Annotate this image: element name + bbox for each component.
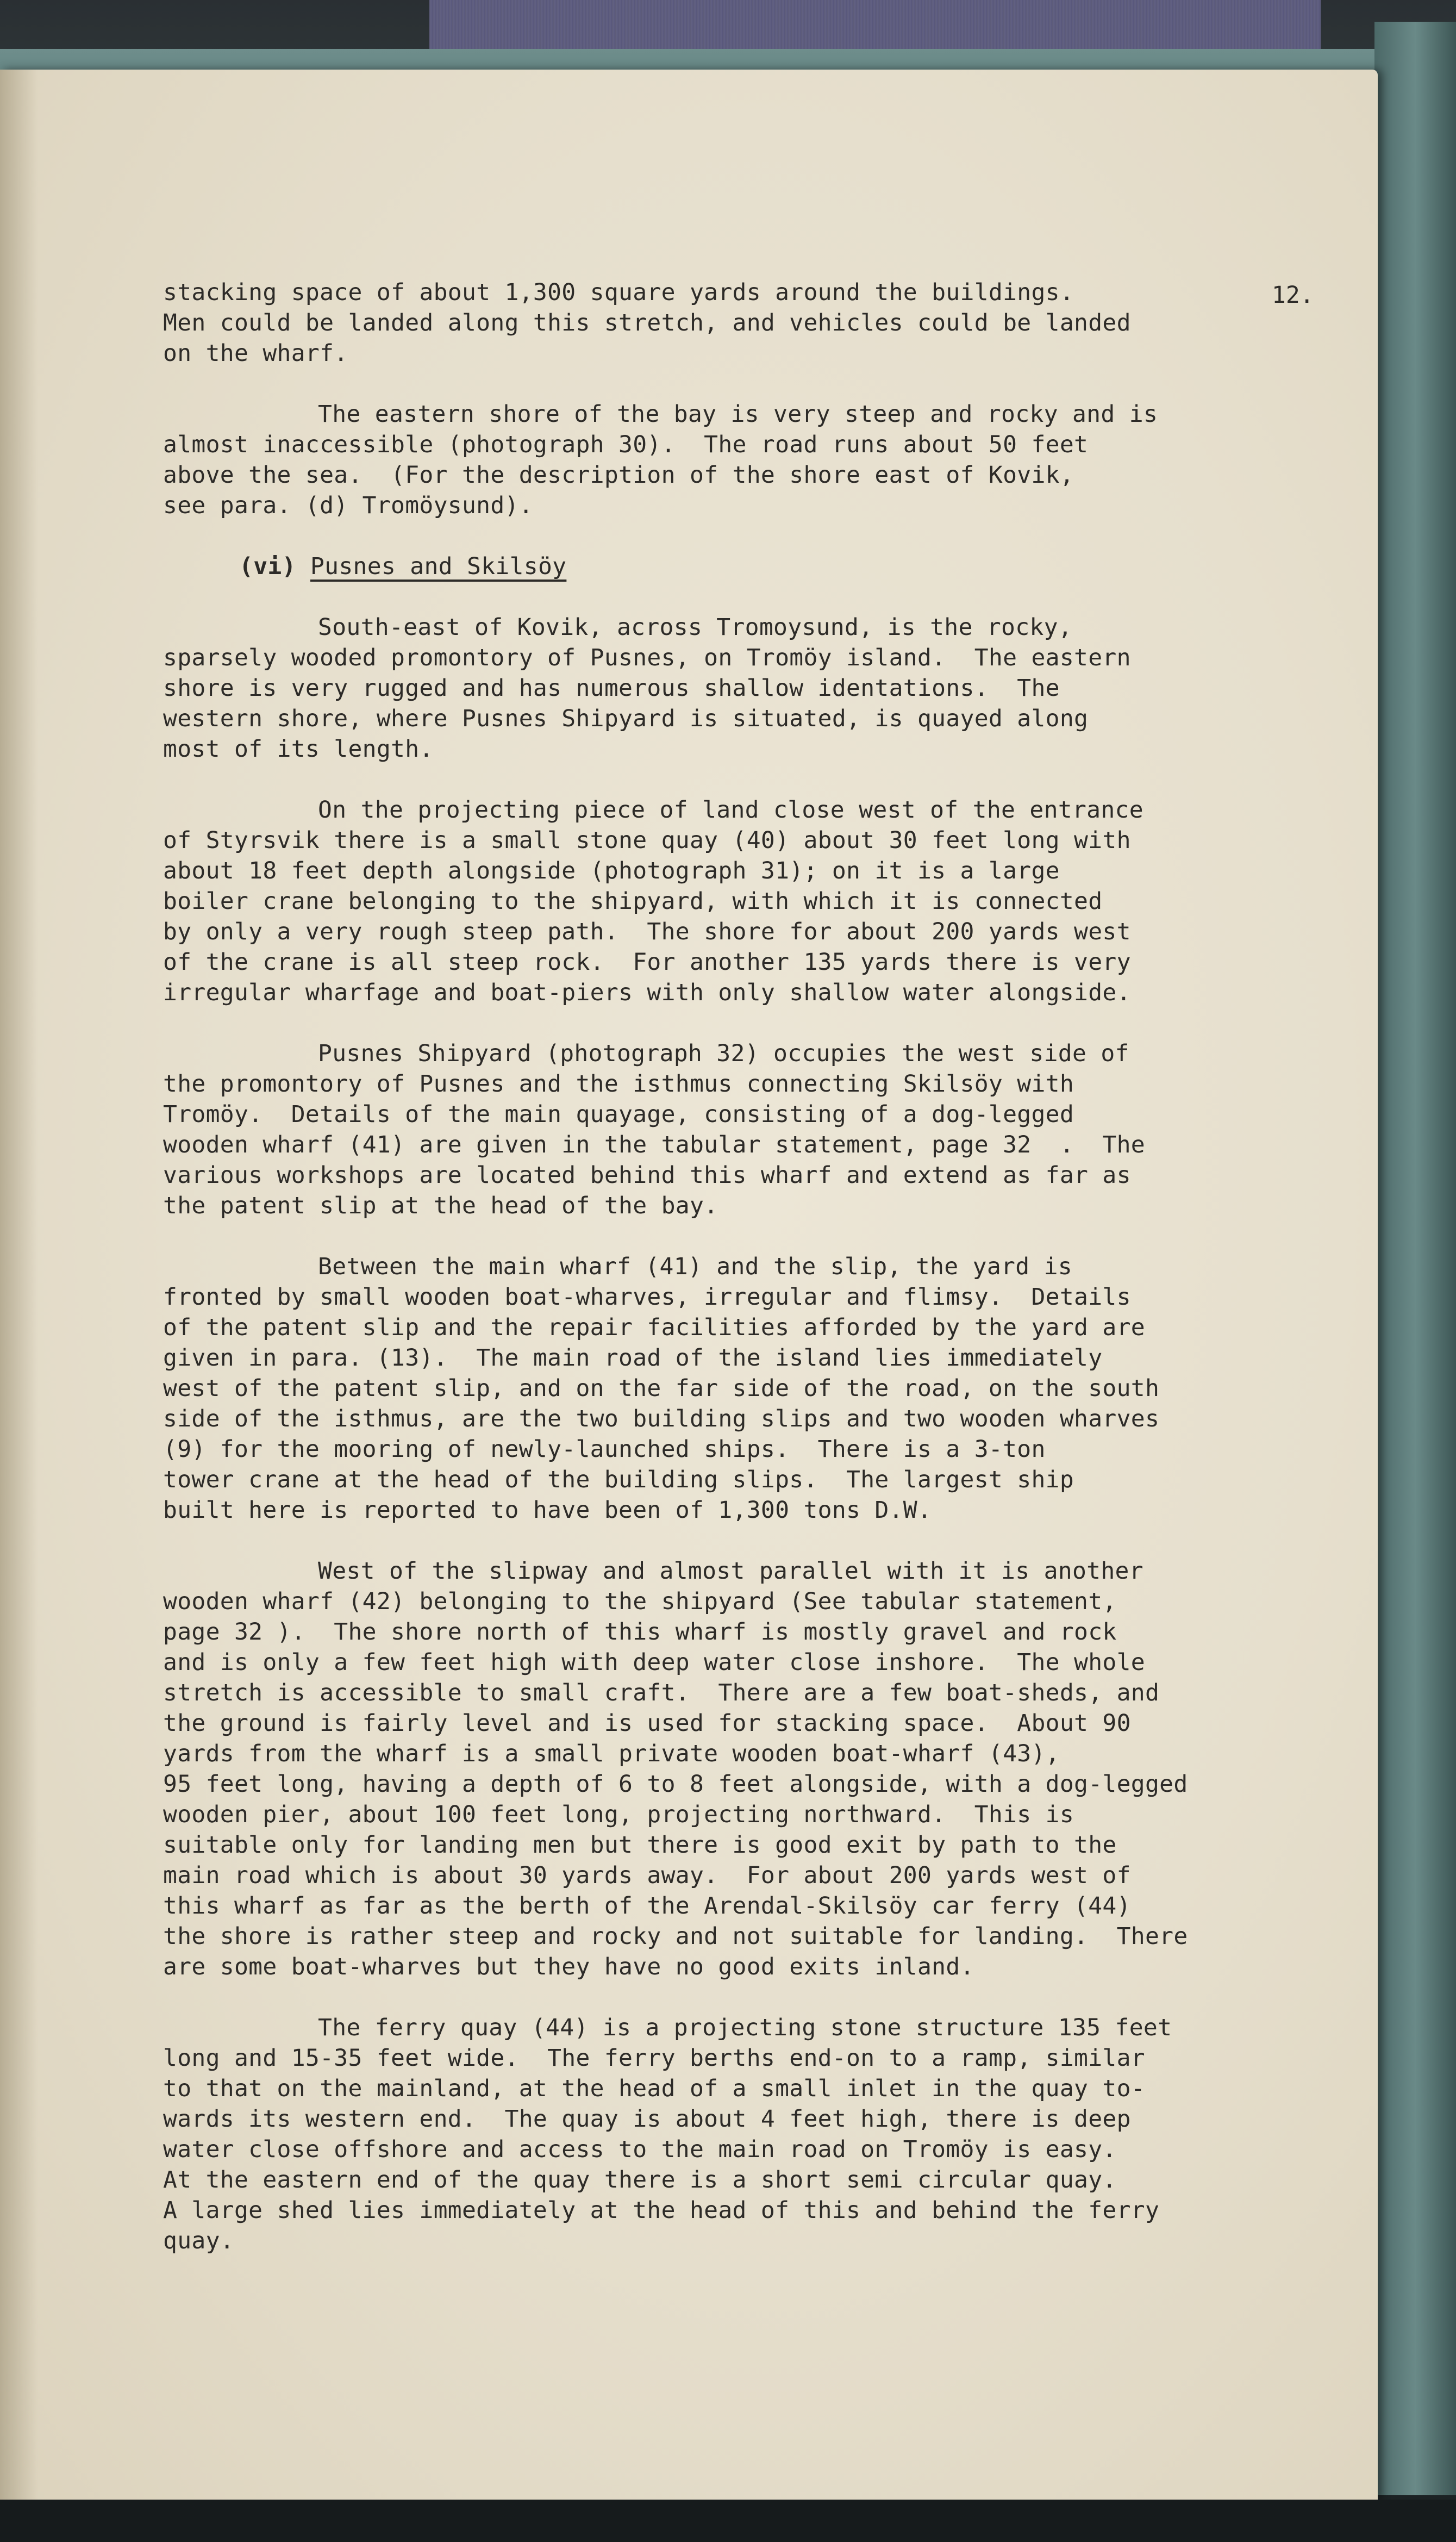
text-line: wards its western end. The quay is about 4 feet high, there is deep: [163, 2105, 1131, 2133]
text-line: 95 feet long, having a depth of 6 to 8 feet alongside, with a dog-legged: [163, 1771, 1188, 1798]
text-line: to that on the mainland, at the head of a small inlet in the quay to-: [163, 2075, 1145, 2102]
text-line: most of its length.: [163, 736, 434, 763]
paragraph: [163, 1038, 1304, 1221]
section-paragraphs: [163, 612, 1304, 2256]
text-line: stretch is accessible to small craft. There are a few boat-sheds, and: [163, 1679, 1160, 1706]
paragraph: [163, 1556, 1304, 1982]
text-line: about 18 feet depth alongside (photograph 31); on it is a large: [163, 857, 1060, 884]
page-number: 12.: [1272, 282, 1314, 309]
text-line: of the crane is all steep rock. For another 135 yards there is very: [163, 949, 1131, 976]
text-line: Tromöy. Details of the main quayage, consisting of a dog-legged: [163, 1101, 1074, 1128]
text-line: the patent slip at the head of the bay.: [163, 1192, 718, 1219]
section-title: Pusnes and Skilsöy: [310, 553, 567, 580]
document-body: [163, 277, 1304, 2286]
text-line: by only a very rough steep path. The shore for about 200 yards west: [163, 918, 1131, 945]
text-line: built here is reported to have been of 1,300 tons D.W.: [163, 1497, 932, 1524]
text-line: long and 15-35 feet wide. The ferry berths end-on to a ramp, similar: [163, 2045, 1145, 2072]
text-line: South-east of Kovik, across Tromoysund, is the rocky,: [318, 614, 1072, 641]
scan-background-bottom: [0, 2500, 1456, 2542]
text-line: yards from the wharf is a small private wooden boat-wharf (43),: [163, 1740, 1060, 1767]
paragraph: [163, 399, 1304, 521]
text-line: irregular wharfage and boat-piers with only shallow water alongside.: [163, 979, 1131, 1006]
text-line: the ground is fairly level and is used for stacking space. About 90: [163, 1710, 1131, 1737]
text-line: Men could be landed along this stretch, and vehicles could be landed: [163, 309, 1131, 337]
paragraph: [163, 612, 1304, 764]
text-line: stacking space of about 1,300 square yards around the buildings.: [163, 279, 1074, 306]
text-line: of Styrsvik there is a small stone quay (40) about 30 feet long with: [163, 827, 1131, 854]
text-line: sparsely wooded promontory of Pusnes, on Tromöy island. The eastern: [163, 644, 1131, 671]
text-line: West of the slipway and almost parallel with it is another: [318, 1557, 1143, 1585]
text-line: tower crane at the head of the building slips. The largest ship: [163, 1466, 1074, 1493]
text-line: The eastern shore of the bay is very steep and rocky and is: [318, 401, 1158, 428]
text-line: wooden wharf (41) are given in the tabular statement, page 32 . The: [163, 1131, 1145, 1158]
text-line: almost inaccessible (photograph 30). The road runs about 50 feet: [163, 431, 1089, 458]
text-line: On the projecting piece of land close west of the entrance: [318, 796, 1143, 824]
text-line: page 32 ). The shore north of this wharf is mostly gravel and rock: [163, 1618, 1117, 1646]
text-line: fronted by small wooden boat-wharves, irregular and flimsy. Details: [163, 1284, 1131, 1311]
text-line: given in para. (13). The main road of the island lies immediately: [163, 1344, 1103, 1372]
text-line: Between the main wharf (41) and the slip, the yard is: [318, 1253, 1072, 1280]
text-line: of the patent slip and the repair facilities afforded by the yard are: [163, 1314, 1145, 1341]
text-line: above the sea. (For the description of the shore east of Kovik,: [163, 462, 1074, 489]
text-line: quay.: [163, 2227, 234, 2254]
text-line: on the wharf.: [163, 340, 348, 367]
text-line: this wharf as far as the berth of the Arendal-Skilsöy car ferry (44): [163, 1892, 1131, 1920]
text-line: Pusnes Shipyard (photograph 32) occupies the west side of: [318, 1040, 1129, 1067]
text-line: are some boat-wharves but they have no good exits inland.: [163, 1953, 974, 1980]
text-line: side of the isthmus, are the two building slips and two wooden wharves: [163, 1405, 1160, 1432]
text-line: the promontory of Pusnes and the isthmus connecting Skilsöy with: [163, 1070, 1074, 1098]
text-line: wooden pier, about 100 feet long, projecting northward. This is: [163, 1801, 1074, 1828]
text-line: boiler crane belonging to the shipyard, with which it is connected: [163, 888, 1103, 915]
paragraph: [163, 795, 1304, 1008]
text-line: wooden wharf (42) belonging to the shipyard (See tabular statement,: [163, 1588, 1117, 1615]
text-line: shore is very rugged and has numerous shallow identations. The: [163, 675, 1060, 702]
book-cover-edge: [1374, 22, 1456, 2495]
text-line: and is only a few feet high with deep water close inshore. The whole: [163, 1649, 1145, 1676]
text-line: main road which is about 30 yards away. For about 200 yards west of: [163, 1862, 1131, 1889]
text-line: (9) for the mooring of newly-launched ships. There is a 3-ton: [163, 1436, 1046, 1463]
page-gutter-shadow: [0, 70, 38, 2500]
section-number: (vi): [239, 553, 296, 580]
text-line: western shore, where Pusnes Shipyard is situated, is quayed along: [163, 705, 1089, 732]
text-line: various workshops are located behind this wharf and extend as far as: [163, 1162, 1131, 1189]
paragraph: [163, 1251, 1304, 1525]
text-line: water close offshore and access to the main road on Tromöy is easy.: [163, 2136, 1117, 2163]
text-line: A large shed lies immediately at the head of this and behind the ferry: [163, 2197, 1160, 2224]
paragraph: [163, 277, 1304, 369]
intro-paragraphs: [163, 277, 1304, 521]
text-line: the shore is rather steep and rocky and not suitable for landing. There: [163, 1923, 1188, 1950]
text-line: The ferry quay (44) is a projecting stone structure 135 feet: [318, 2014, 1172, 2041]
text-line: suitable only for landing men but there is good exit by path to the: [163, 1831, 1117, 1859]
section-heading: [163, 551, 1304, 582]
text-line: see para. (d) Tromöysund).: [163, 492, 533, 519]
text-line: At the eastern end of the quay there is a short semi circular quay.: [163, 2166, 1117, 2194]
paragraph: [163, 2013, 1304, 2256]
text-line: west of the patent slip, and on the far side of the road, on the south: [163, 1375, 1160, 1402]
